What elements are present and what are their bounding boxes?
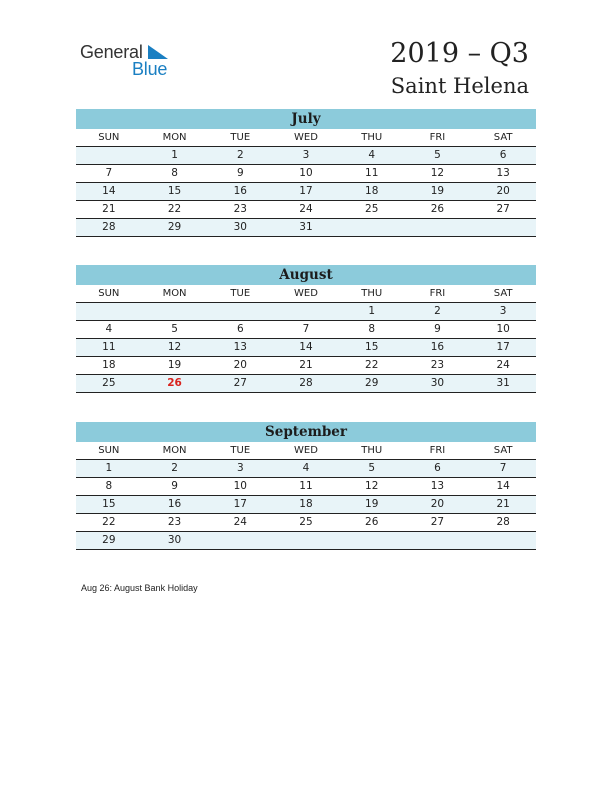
weekday-label: WED	[273, 129, 339, 147]
weekday-label: THU	[339, 285, 405, 303]
day-cell: 21	[76, 201, 142, 219]
weekday-label: SUN	[76, 442, 142, 460]
day-cell: 15	[142, 183, 208, 201]
weekday-label: FRI	[405, 285, 471, 303]
day-cell: 27	[207, 375, 273, 393]
day-cell: 27	[470, 201, 536, 219]
weekday-label: SUN	[76, 285, 142, 303]
day-cell: 22	[76, 514, 142, 532]
weekday-label: FRI	[405, 129, 471, 147]
day-cell: 20	[405, 496, 471, 514]
day-cell: 11	[339, 165, 405, 183]
day-cell: 27	[405, 514, 471, 532]
day-cell: 9	[207, 165, 273, 183]
day-cell: 23	[405, 357, 471, 375]
weekday-label: WED	[273, 285, 339, 303]
weekday-label: TUE	[207, 285, 273, 303]
day-cell: 5	[405, 147, 471, 165]
day-cell: 30	[405, 375, 471, 393]
day-cell: 2	[142, 460, 208, 478]
day-cell: 28	[76, 219, 142, 237]
day-cell: 12	[405, 165, 471, 183]
day-cell: 7	[470, 460, 536, 478]
holiday-day-cell: 26	[142, 375, 208, 393]
day-cell: 16	[142, 496, 208, 514]
day-cell: 6	[470, 147, 536, 165]
day-cell: 5	[142, 321, 208, 339]
weekday-label: THU	[339, 442, 405, 460]
empty-day-cell	[207, 532, 273, 550]
month-header: July	[76, 109, 536, 129]
day-cell: 4	[273, 460, 339, 478]
day-cell: 7	[76, 165, 142, 183]
day-cell: 5	[339, 460, 405, 478]
day-cell: 21	[273, 357, 339, 375]
day-cell: 26	[405, 201, 471, 219]
weekday-label: TUE	[207, 129, 273, 147]
day-cell: 22	[142, 201, 208, 219]
empty-day-cell	[142, 303, 208, 321]
weekday-label: MON	[142, 285, 208, 303]
day-cell: 15	[76, 496, 142, 514]
day-cell: 20	[470, 183, 536, 201]
weekday-label: MON	[142, 442, 208, 460]
day-cell: 24	[273, 201, 339, 219]
day-cell: 29	[142, 219, 208, 237]
day-cell: 17	[273, 183, 339, 201]
day-cell: 19	[339, 496, 405, 514]
day-cell: 6	[207, 321, 273, 339]
calendar-grid	[76, 285, 536, 393]
day-cell: 12	[142, 339, 208, 357]
day-cell: 30	[207, 219, 273, 237]
day-cell: 29	[76, 532, 142, 550]
day-cell: 1	[339, 303, 405, 321]
day-cell: 8	[76, 478, 142, 496]
day-cell: 24	[207, 514, 273, 532]
empty-day-cell	[76, 303, 142, 321]
day-cell: 10	[207, 478, 273, 496]
day-cell: 14	[76, 183, 142, 201]
month-header: August	[76, 265, 536, 285]
day-cell: 9	[142, 478, 208, 496]
weekday-label: SAT	[470, 442, 536, 460]
logo-triangle-icon	[148, 45, 168, 59]
day-cell: 10	[470, 321, 536, 339]
logo-general-text: General	[80, 42, 143, 62]
day-cell: 1	[142, 147, 208, 165]
weekday-label: WED	[273, 442, 339, 460]
day-cell: 4	[76, 321, 142, 339]
day-cell: 2	[207, 147, 273, 165]
weekday-label: SUN	[76, 129, 142, 147]
day-cell: 20	[207, 357, 273, 375]
holiday-note: Aug 26: August Bank Holiday	[81, 583, 198, 593]
day-cell: 28	[273, 375, 339, 393]
day-cell: 18	[339, 183, 405, 201]
day-cell: 13	[405, 478, 471, 496]
day-cell: 22	[339, 357, 405, 375]
month-august	[76, 265, 536, 393]
day-cell: 10	[273, 165, 339, 183]
day-cell: 13	[470, 165, 536, 183]
day-cell: 25	[339, 201, 405, 219]
day-cell: 11	[273, 478, 339, 496]
day-cell: 8	[339, 321, 405, 339]
day-cell: 31	[273, 219, 339, 237]
day-cell: 4	[339, 147, 405, 165]
weekday-label: SAT	[470, 129, 536, 147]
empty-day-cell	[405, 532, 471, 550]
calendar-grid	[76, 442, 536, 550]
month-header: September	[76, 422, 536, 442]
weekday-label: TUE	[207, 442, 273, 460]
calendar-grid	[76, 129, 536, 237]
day-cell: 6	[405, 460, 471, 478]
logo-blue-text: Blue	[132, 59, 168, 79]
day-cell: 7	[273, 321, 339, 339]
day-cell: 14	[273, 339, 339, 357]
day-cell: 13	[207, 339, 273, 357]
day-cell: 16	[207, 183, 273, 201]
logo	[80, 42, 180, 78]
day-cell: 29	[339, 375, 405, 393]
day-cell: 1	[76, 460, 142, 478]
day-cell: 23	[142, 514, 208, 532]
empty-day-cell	[273, 303, 339, 321]
day-cell: 8	[142, 165, 208, 183]
weekday-label: FRI	[405, 442, 471, 460]
day-cell: 12	[339, 478, 405, 496]
weekday-label: THU	[339, 129, 405, 147]
day-cell: 19	[142, 357, 208, 375]
day-cell: 21	[470, 496, 536, 514]
day-cell: 3	[273, 147, 339, 165]
day-cell: 24	[470, 357, 536, 375]
day-cell: 30	[142, 532, 208, 550]
empty-day-cell	[470, 532, 536, 550]
page-title: 2019 – Q3	[390, 38, 529, 69]
month-july	[76, 109, 536, 237]
day-cell: 18	[76, 357, 142, 375]
day-cell: 25	[273, 514, 339, 532]
empty-day-cell	[339, 532, 405, 550]
day-cell: 9	[405, 321, 471, 339]
empty-day-cell	[273, 532, 339, 550]
weekday-label: SAT	[470, 285, 536, 303]
day-cell: 17	[470, 339, 536, 357]
day-cell: 25	[76, 375, 142, 393]
day-cell: 11	[76, 339, 142, 357]
day-cell: 17	[207, 496, 273, 514]
day-cell: 31	[470, 375, 536, 393]
day-cell: 28	[470, 514, 536, 532]
page-subtitle: Saint Helena	[390, 74, 529, 98]
day-cell: 26	[339, 514, 405, 532]
day-cell: 15	[339, 339, 405, 357]
empty-day-cell	[76, 147, 142, 165]
day-cell: 3	[470, 303, 536, 321]
month-september	[76, 422, 536, 550]
empty-day-cell	[207, 303, 273, 321]
weekday-label: MON	[142, 129, 208, 147]
day-cell: 23	[207, 201, 273, 219]
day-cell: 3	[207, 460, 273, 478]
day-cell: 16	[405, 339, 471, 357]
day-cell: 18	[273, 496, 339, 514]
day-cell: 14	[470, 478, 536, 496]
day-cell: 2	[405, 303, 471, 321]
empty-day-cell	[470, 219, 536, 237]
empty-day-cell	[405, 219, 471, 237]
empty-day-cell	[339, 219, 405, 237]
day-cell: 19	[405, 183, 471, 201]
